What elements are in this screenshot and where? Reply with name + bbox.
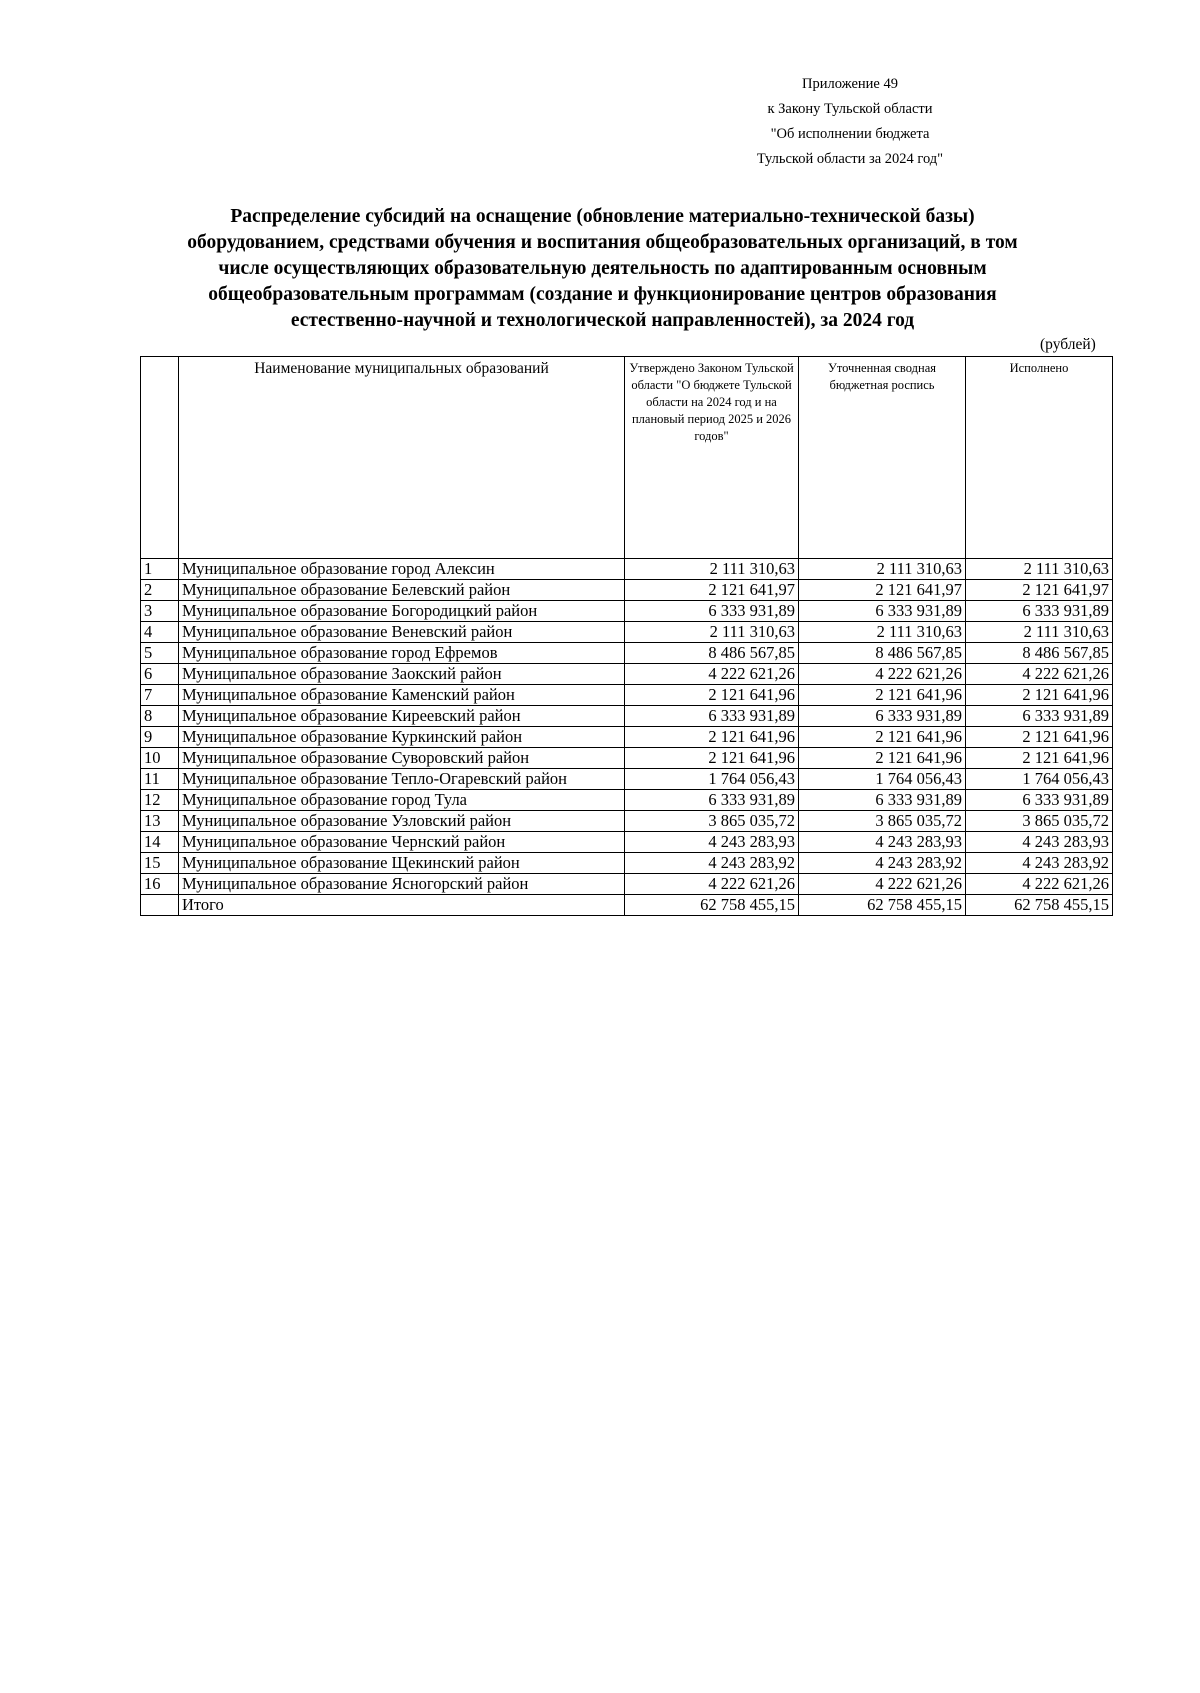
row-executed: 2 121 641,96 [966, 727, 1113, 748]
row-executed: 3 865 035,72 [966, 811, 1113, 832]
row-approved: 4 243 283,92 [625, 853, 799, 874]
row-municipality: Муниципальное образование Чернский район [179, 832, 625, 853]
row-revised: 2 121 641,96 [799, 727, 966, 748]
table-row [141, 664, 1113, 685]
total-revised: 62 758 455,15 [799, 895, 966, 916]
row-revised: 8 486 567,85 [799, 643, 966, 664]
row-executed: 8 486 567,85 [966, 643, 1113, 664]
row-municipality: Муниципальное образование Заокский район [179, 664, 625, 685]
total-row [141, 895, 1113, 916]
row-executed: 6 333 931,89 [966, 790, 1113, 811]
row-revised: 2 121 641,96 [799, 748, 966, 769]
title-line: естественно-научной и технологической направленностей), за 2024 год [290, 310, 915, 331]
table-row [141, 769, 1113, 790]
row-executed: 4 222 621,26 [966, 664, 1113, 685]
table-row [141, 580, 1113, 601]
total-executed: 62 758 455,15 [966, 895, 1113, 916]
table-row [141, 685, 1113, 706]
row-number: 9 [141, 727, 179, 748]
row-executed: 2 111 310,63 [966, 559, 1113, 580]
row-approved: 2 121 641,96 [625, 685, 799, 706]
row-revised: 1 764 056,43 [799, 769, 966, 790]
table-row [141, 727, 1113, 748]
row-revised: 4 243 283,93 [799, 832, 966, 853]
currency-unit: (рублей) [1040, 336, 1096, 353]
row-municipality: Муниципальное образование город Ефремов [179, 643, 625, 664]
row-executed: 4 243 283,93 [966, 832, 1113, 853]
row-number: 3 [141, 601, 179, 622]
row-municipality: Муниципальное образование Узловский район [179, 811, 625, 832]
row-executed: 1 764 056,43 [966, 769, 1113, 790]
row-number: 2 [141, 580, 179, 601]
row-number: 15 [141, 853, 179, 874]
row-approved: 1 764 056,43 [625, 769, 799, 790]
table-row [141, 559, 1113, 580]
row-executed: 2 121 641,96 [966, 685, 1113, 706]
title-line: оборудованием, средствами обучения и воспитания общеобразовательных организаций, в том [187, 232, 1018, 253]
row-municipality: Муниципальное образование Тепло-Огаревский район [179, 769, 625, 790]
row-approved: 6 333 931,89 [625, 706, 799, 727]
table-row [141, 832, 1113, 853]
appendix-header [700, 72, 1000, 172]
row-executed: 6 333 931,89 [966, 601, 1113, 622]
header-revised: Уточненная сводная бюджетная роспись [799, 357, 966, 559]
row-number: 10 [141, 748, 179, 769]
row-approved: 6 333 931,89 [625, 601, 799, 622]
row-executed: 2 121 641,97 [966, 580, 1113, 601]
row-number: 16 [141, 874, 179, 895]
total-number-cell [141, 895, 179, 916]
row-approved: 4 222 621,26 [625, 874, 799, 895]
row-municipality: Муниципальное образование Веневский район [179, 622, 625, 643]
row-municipality: Муниципальное образование Суворовский район [179, 748, 625, 769]
header-number [141, 357, 179, 559]
title-line: Распределение субсидий на оснащение (обновление материально-технической базы) [230, 206, 975, 227]
table-row [141, 853, 1113, 874]
row-municipality: Муниципальное образование Куркинский район [179, 727, 625, 748]
row-revised: 4 222 621,26 [799, 874, 966, 895]
total-approved: 62 758 455,15 [625, 895, 799, 916]
row-approved: 8 486 567,85 [625, 643, 799, 664]
row-executed: 2 111 310,63 [966, 622, 1113, 643]
table-row [141, 874, 1113, 895]
row-approved: 2 121 641,96 [625, 727, 799, 748]
row-approved: 2 111 310,63 [625, 622, 799, 643]
row-number: 8 [141, 706, 179, 727]
appendix-number: Приложение 49 [802, 76, 898, 92]
row-approved: 2 121 641,97 [625, 580, 799, 601]
row-municipality: Муниципальное образование Белевский район [179, 580, 625, 601]
row-municipality: Муниципальное образование город Тула [179, 790, 625, 811]
row-approved: 4 243 283,93 [625, 832, 799, 853]
row-number: 6 [141, 664, 179, 685]
title-line: числе осуществляющих образовательную деятельность по адаптированным основным [218, 258, 987, 279]
row-number: 7 [141, 685, 179, 706]
row-number: 11 [141, 769, 179, 790]
row-approved: 6 333 931,89 [625, 790, 799, 811]
row-number: 14 [141, 832, 179, 853]
row-number: 5 [141, 643, 179, 664]
table-row [141, 748, 1113, 769]
header-executed: Исполнено [966, 357, 1113, 559]
row-revised: 4 243 283,92 [799, 853, 966, 874]
table-body [141, 559, 1113, 916]
row-revised: 3 865 035,72 [799, 811, 966, 832]
row-municipality: Муниципальное образование Киреевский район [179, 706, 625, 727]
row-executed: 2 121 641,96 [966, 748, 1113, 769]
row-revised: 2 121 641,96 [799, 685, 966, 706]
row-municipality: Муниципальное образование Каменский район [179, 685, 625, 706]
row-revised: 2 111 310,63 [799, 559, 966, 580]
appendix-law-title-1: "Об исполнении бюджета [770, 126, 930, 142]
subsidy-table [140, 356, 1113, 916]
row-revised: 6 333 931,89 [799, 790, 966, 811]
table-row [141, 706, 1113, 727]
row-revised: 6 333 931,89 [799, 706, 966, 727]
document-title [140, 204, 1065, 334]
total-label: Итого [179, 895, 625, 916]
row-municipality: Муниципальное образование город Алексин [179, 559, 625, 580]
row-municipality: Муниципальное образование Щекинский район [179, 853, 625, 874]
header-approved: Утверждено Законом Тульской области "О бюджете Тульской области на 2024 год и на плановый период 2025 и 2026 годов" [625, 357, 799, 559]
appendix-law-reference: к Закону Тульской области [767, 101, 933, 117]
table-row [141, 811, 1113, 832]
row-approved: 2 121 641,96 [625, 748, 799, 769]
row-revised: 2 121 641,97 [799, 580, 966, 601]
table-row [141, 790, 1113, 811]
appendix-law-title-2: Тульской области за 2024 год" [756, 151, 944, 167]
row-number: 13 [141, 811, 179, 832]
row-executed: 6 333 931,89 [966, 706, 1113, 727]
row-municipality: Муниципальное образование Богородицкий район [179, 601, 625, 622]
table-row [141, 622, 1113, 643]
row-number: 12 [141, 790, 179, 811]
header-municipality: Наименование муниципальных образований [179, 357, 625, 559]
table-row [141, 643, 1113, 664]
row-executed: 4 243 283,92 [966, 853, 1113, 874]
row-executed: 4 222 621,26 [966, 874, 1113, 895]
row-revised: 4 222 621,26 [799, 664, 966, 685]
row-approved: 4 222 621,26 [625, 664, 799, 685]
row-number: 1 [141, 559, 179, 580]
row-revised: 6 333 931,89 [799, 601, 966, 622]
title-line: общеобразовательным программам (создание и функционирование центров образования [208, 284, 997, 305]
row-approved: 2 111 310,63 [625, 559, 799, 580]
row-number: 4 [141, 622, 179, 643]
row-approved: 3 865 035,72 [625, 811, 799, 832]
table-header-row [141, 357, 1113, 559]
row-revised: 2 111 310,63 [799, 622, 966, 643]
table-row [141, 601, 1113, 622]
row-municipality: Муниципальное образование Ясногорский район [179, 874, 625, 895]
